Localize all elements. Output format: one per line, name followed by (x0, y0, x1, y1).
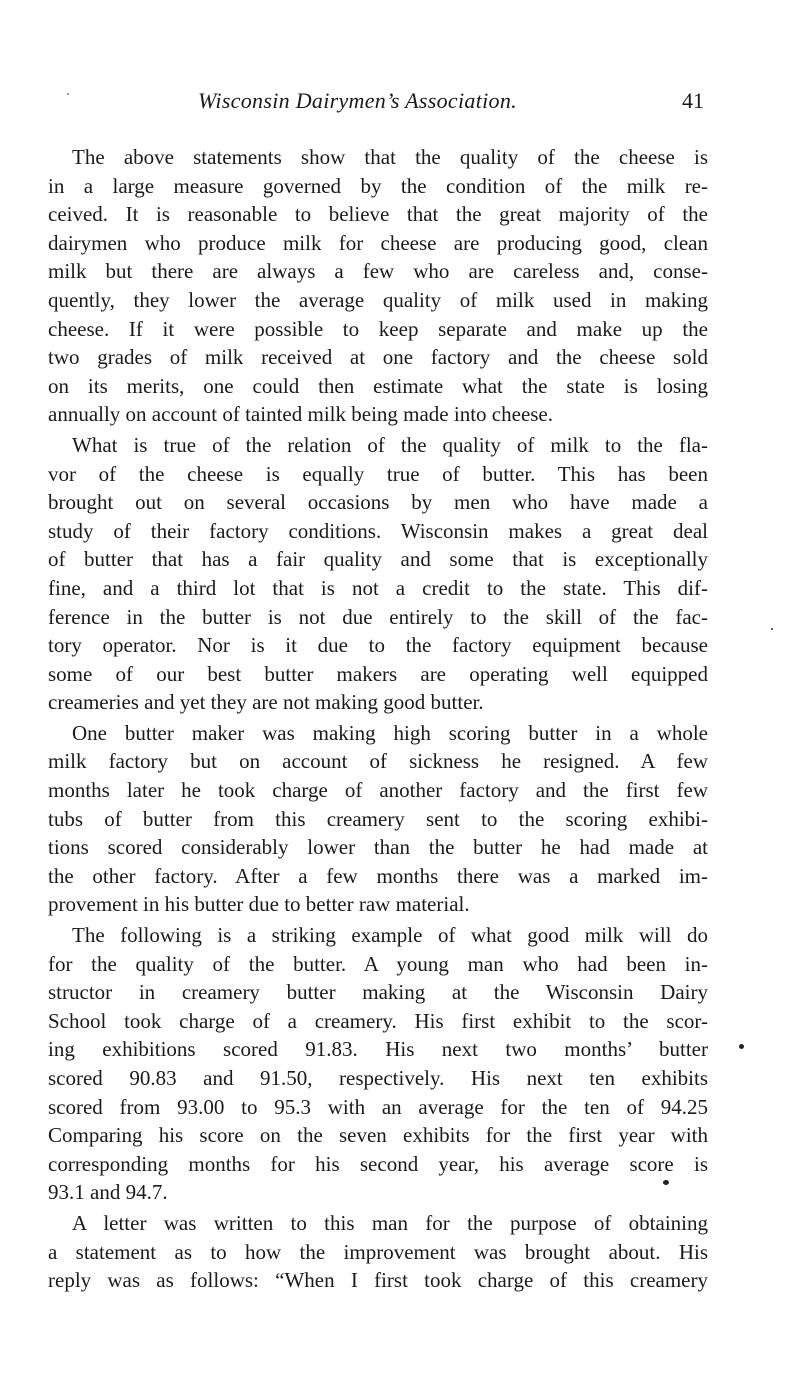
text-line: ceived. It is reasonable to believe that the great majority of the (48, 202, 708, 227)
text-line: 93.1 and 94.7. (48, 1180, 168, 1205)
text-line: ference in the butter is not due entirely to the skill of the fac- (48, 604, 708, 629)
scan-speck (739, 1044, 744, 1049)
text-line: scored 90.83 and 91.50, respectively. His next ten exhibits (48, 1066, 708, 1090)
scan-speck (67, 93, 69, 95)
text-line: corresponding months for his second year, his average score is (48, 1151, 708, 1176)
text-line: tory operator. Nor is it due to the factory equipment because (48, 633, 708, 658)
paragraph-1 (48, 143, 708, 429)
text-line: a statement as to how the improvement was brought about. His (48, 1239, 708, 1264)
text-line: the other factory. After a few months there was a marked im- (48, 863, 708, 888)
text-line: fine, and a third lot that is not a credit to the state. This dif- (48, 575, 708, 600)
text-line: dairymen who produce milk for cheese are producing good, clean (48, 230, 708, 255)
text-line: in a large measure governed by the condition of the milk re- (48, 173, 708, 198)
running-title: Wisconsin Dairymen’s Association. (198, 88, 517, 113)
text-line: One butter maker was making high scoring butter in a whole (72, 720, 708, 745)
text-line: Comparing his score on the seven exhibits for the first year with (48, 1123, 708, 1148)
text-line: on its merits, one could then estimate what the state is losing (48, 373, 708, 398)
text-line: some of our best butter makers are operating well equipped (48, 661, 708, 686)
text-line: What is true of the relation of the quality of milk to the fla- (72, 432, 708, 457)
body-text (48, 143, 708, 1297)
text-line: two grades of milk received at one factory and the cheese sold (48, 345, 708, 370)
text-line: creameries and yet they are not making good butter. (48, 690, 484, 715)
text-line: tubs of butter from this creamery sent to the scoring exhibi- (48, 806, 708, 831)
text-line: brought out on several occasions by men who have made a (48, 490, 708, 515)
text-line: A letter was written to this man for the purpose of obtaining (72, 1210, 708, 1235)
text-line: months later he took charge of another factory and the first few (48, 778, 708, 803)
paragraph-5 (48, 1209, 708, 1295)
text-line: ing exhibitions scored 91.83. His next two months’ butter (48, 1037, 708, 1062)
text-line: study of their factory conditions. Wisconsin makes a great deal (48, 518, 708, 543)
text-line: quently, they lower the average quality of milk used in making (48, 287, 708, 312)
text-line: School took charge of a creamery. His first exhibit to the scor- (48, 1008, 708, 1033)
text-line: milk factory but on account of sickness he resigned. A few (48, 749, 708, 774)
text-line: scored from 93.00 to 95.3 with an average for the ten of 94.25 (48, 1094, 708, 1119)
text-line: milk but there are always a few who are careless and, conse- (48, 259, 708, 284)
running-header (48, 88, 708, 120)
paragraph-3 (48, 719, 708, 919)
paragraph-4 (48, 921, 708, 1207)
text-line: provement in his butter due to better raw material. (48, 892, 470, 917)
text-line: cheese. If it were possible to keep separate and make up the (48, 316, 708, 341)
page-number: 41 (682, 88, 704, 113)
text-line: tions scored considerably lower than the butter he had made at (48, 835, 708, 860)
text-line: The following is a striking example of what good milk will do (72, 923, 708, 948)
scan-speck (771, 628, 773, 630)
text-line: of butter that has a fair quality and some that is exceptionally (48, 547, 708, 572)
text-line: reply was as follows: “When I first took charge of this creamery (48, 1268, 708, 1293)
scan-speck (663, 1180, 669, 1185)
text-line: for the quality of the butter. A young man who had been in- (48, 951, 708, 976)
text-line: structor in creamery butter making at the Wisconsin Dairy (48, 980, 708, 1005)
paragraph-2 (48, 431, 708, 717)
text-line: The above statements show that the quality of the cheese is (72, 145, 708, 169)
text-line: annually on account of tainted milk being made into cheese. (48, 402, 554, 427)
text-line: vor of the cheese is equally true of butter. This has been (48, 461, 708, 486)
